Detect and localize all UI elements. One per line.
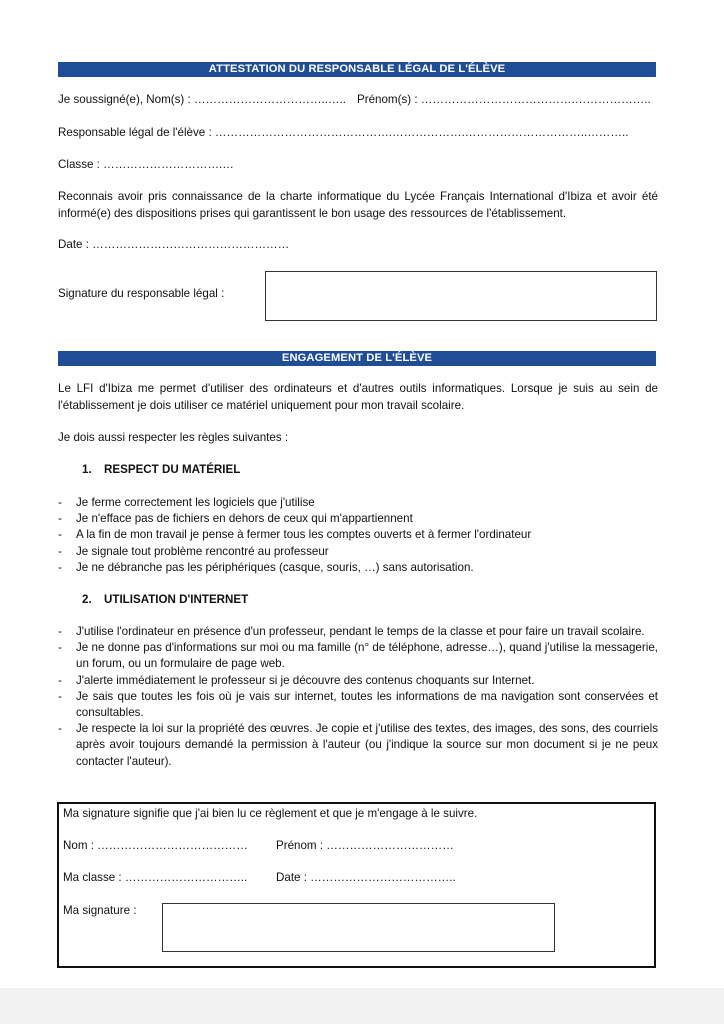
section-title-guardian: ATTESTATION DU RESPONSABLE LÉGAL DE L'ÉLÈVE xyxy=(58,62,656,77)
list-item xyxy=(58,511,658,527)
dash-bullet: - xyxy=(58,722,62,736)
heading-text: UTILISATION D'INTERNET xyxy=(104,593,249,606)
list-item-text: Je respecte la loi sur la propriété des œuvres. Je copie et j'utilise des textes, des images, des sons, des courriels après avoir toujours demandé la permission à l'auteur (ou j'indique la source sur mon document si je ne peux contacter l'auteur). xyxy=(76,722,658,768)
list-item-text: Je ne donne pas d'informations sur moi ou ma famille (n° de téléphone, adresse…), quand j'utilise la messagerie, un forum, ou un formulaire de page web. xyxy=(76,641,658,671)
guardian-date-field[interactable]: Date : …………………………………………… xyxy=(58,238,290,251)
heading-number: 2. xyxy=(82,593,92,606)
list-item-text: Je signale tout problème rencontré au professeur xyxy=(76,544,329,558)
list-item xyxy=(58,544,658,560)
student-date-field[interactable]: Date : ……………………………….. xyxy=(276,871,456,884)
guardian-firstname-field[interactable]: Prénom(s) : ………………………………….……………….. xyxy=(357,93,651,106)
student-signature-box[interactable] xyxy=(162,903,555,952)
guardian-signature-label: Signature du responsable légal : xyxy=(58,287,225,300)
list-item xyxy=(58,527,658,543)
dash-bullet: - xyxy=(58,528,62,542)
list-item-text: Je ferme correctement les logiciels que j'utilise xyxy=(76,496,315,509)
guardian-signature-box[interactable] xyxy=(265,271,657,321)
dash-bullet: - xyxy=(58,689,62,703)
list-item-text: J'alerte immédiatement le professeur si je découvre des contenus choquants sur Internet. xyxy=(76,673,535,687)
dash-bullet: - xyxy=(58,560,62,574)
internet-rules-list xyxy=(58,624,658,770)
list-item xyxy=(58,721,658,770)
dash-bullet: - xyxy=(58,641,62,655)
dash-bullet: - xyxy=(58,544,62,558)
student-intro-text: Le LFI d'Ibiza me permet d'utiliser des ordinateurs et d'autres outils informatiques. Lorsque je suis au sein de l'établissement je dois utiliser ce matériel uniquement pour mon travail scolaire. xyxy=(58,382,658,412)
section-title-student: ENGAGEMENT DE L'ÉLÈVE xyxy=(58,351,656,366)
page-bottom-margin xyxy=(0,988,724,1024)
dash-bullet: - xyxy=(58,673,62,687)
rules-intro-text: Je dois aussi respecter les règles suivantes : xyxy=(58,431,289,444)
commitment-statement: Ma signature signifie que j'ai bien lu ce règlement et que je m'engage à le suivre. xyxy=(63,807,478,820)
list-item xyxy=(58,640,658,672)
list-item-text: J'utilise l'ordinateur en présence d'un professeur, pendant le temps de la classe et pour faire un travail scolaire. xyxy=(76,625,645,638)
list-item xyxy=(58,495,658,511)
list-item xyxy=(58,689,658,721)
heading-internet xyxy=(82,593,248,606)
guardian-of-field[interactable]: Responsable légal de l'élève : ……………………………………….……………….…………………………..……….. xyxy=(58,126,629,139)
list-item-text: Je sais que toutes les fois où je vais sur internet, toutes les informations de ma navigation sont conservées et consultables. xyxy=(76,689,658,720)
dash-bullet: - xyxy=(58,496,62,509)
list-item xyxy=(58,673,658,689)
list-item-text: Je ne débranche pas les périphériques (casque, souris, …) sans autorisation. xyxy=(76,560,474,574)
list-item xyxy=(58,624,658,640)
guardian-name-field[interactable]: Je soussigné(e), Nom(s) : ……………………………..….. xyxy=(58,93,346,106)
acknowledgement-text: Reconnais avoir pris connaissance de la charte informatique du Lycée Français International d'Ibiza et avoir été informé(e) des dispositions prises qui garantissent le bon usage des ressources de l'établissement. xyxy=(58,190,658,220)
list-item xyxy=(58,560,658,576)
student-class-field[interactable]: Ma classe : ………………………….. xyxy=(63,871,248,884)
material-rules-list xyxy=(58,495,658,576)
student-signature-label: Ma signature : xyxy=(63,904,137,917)
student-name-field[interactable]: Nom : ………………………………… xyxy=(63,839,248,852)
dash-bullet: - xyxy=(58,512,62,526)
heading-material xyxy=(82,463,240,476)
heading-text: RESPECT DU MATÉRIEL xyxy=(104,463,241,476)
class-field[interactable]: Classe : ………………………….… xyxy=(58,158,234,171)
heading-number: 1. xyxy=(82,463,92,476)
list-item-text: Je n'efface pas de fichiers en dehors de ceux qui m'appartiennent xyxy=(76,512,413,526)
student-commitment-box xyxy=(57,802,656,968)
dash-bullet: - xyxy=(58,625,62,638)
list-item-text: A la fin de mon travail je pense à fermer tous les comptes ouverts et à fermer l'ordinateur xyxy=(76,528,532,542)
student-firstname-field[interactable]: Prénom : …………………………… xyxy=(276,839,454,852)
